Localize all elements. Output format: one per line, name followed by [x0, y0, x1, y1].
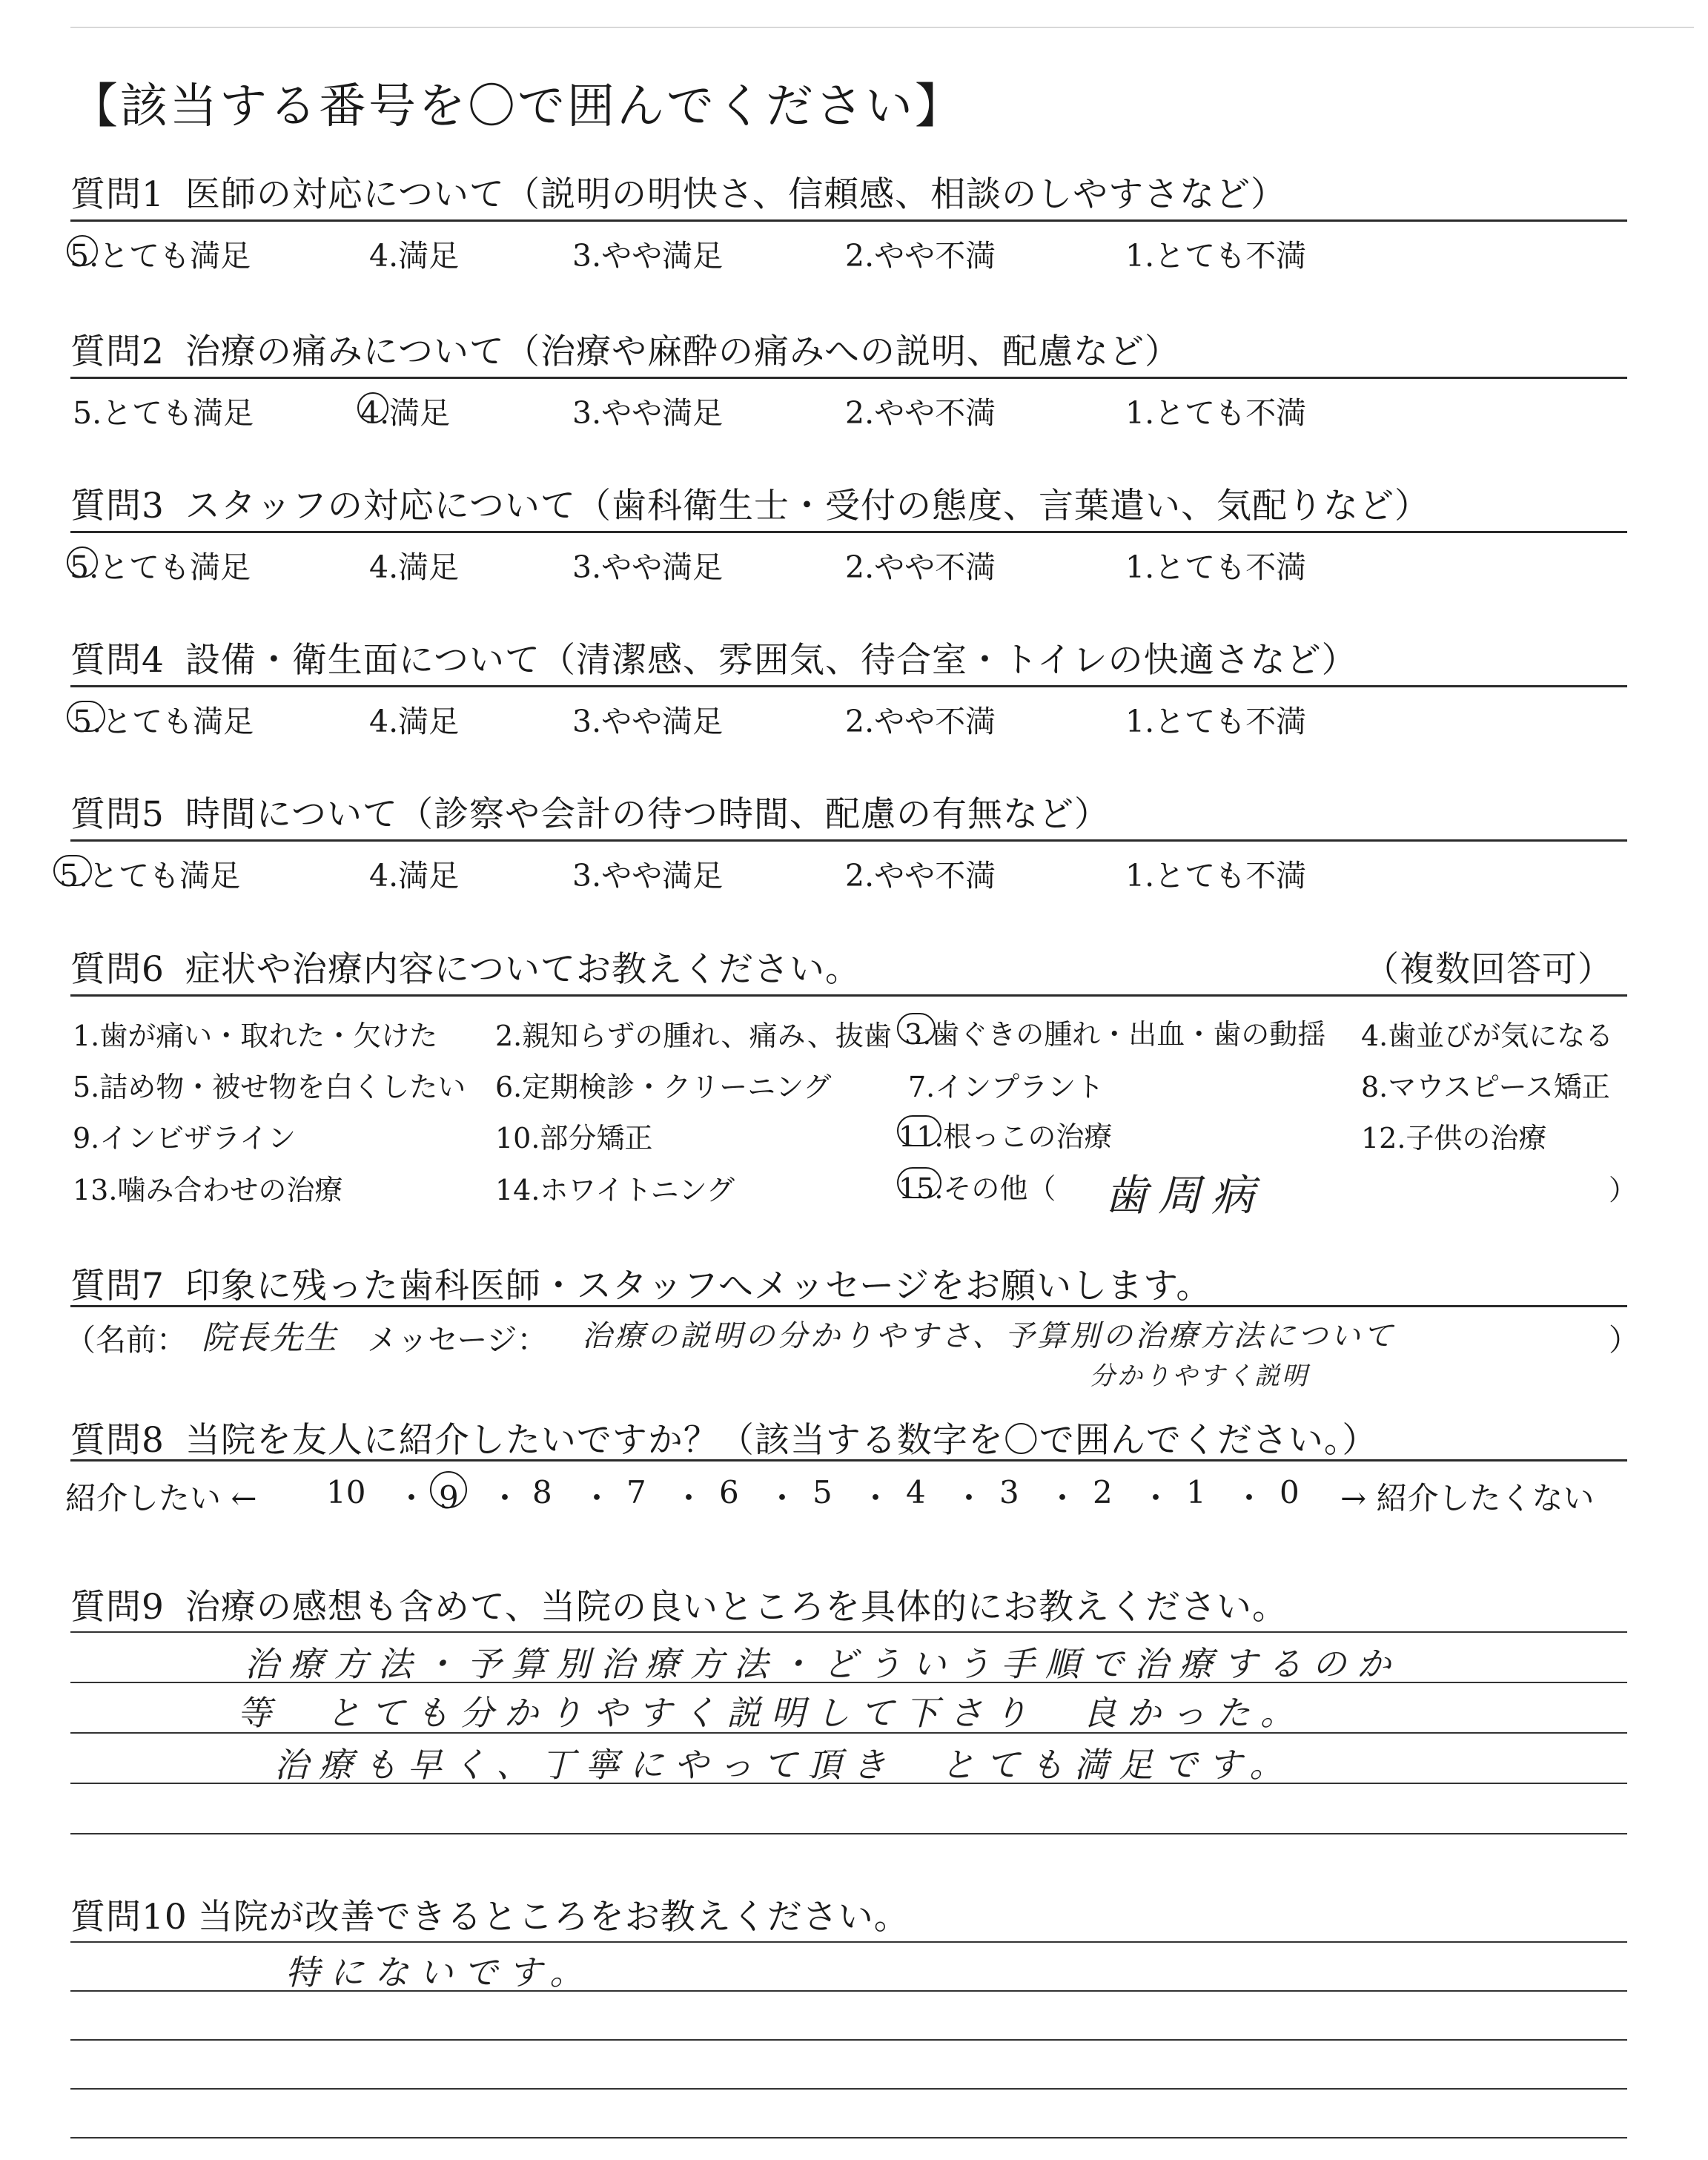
q4-rule — [70, 685, 1627, 687]
q6-number: 質問6 — [70, 949, 165, 990]
q6-option-6[interactable]: 6.定期検診・クリーニング — [495, 1071, 832, 1103]
q5-text: 時間について（診察や会計の待つ時間、配慮の有無など） — [185, 794, 1110, 835]
q6-other-close-paren: ） — [1609, 1174, 1638, 1206]
q8-dot: ・ — [953, 1480, 985, 1516]
q8-dot: ・ — [1234, 1480, 1265, 1516]
q7-message-value[interactable]: 治療の説明の分かりやすさ、予算別の治療方法について — [582, 1319, 1396, 1353]
q10-number: 質問10 — [70, 1897, 188, 1938]
q3-option-5[interactable]: 5.とても満足 — [67, 543, 251, 587]
q2-option-3[interactable]: 3.やや満足 — [572, 395, 724, 431]
q2-title — [70, 324, 1180, 374]
q8-scale-1[interactable]: 1 — [1186, 1474, 1206, 1510]
q8-text: 当院を友人に紹介したいですか？（該当する数字を〇で囲んでください。） — [185, 1420, 1378, 1461]
page-heading: 【該当する番号を〇で囲んでください】 — [70, 79, 964, 134]
q5-option-3[interactable]: 3.やや満足 — [572, 858, 724, 894]
q9-line-1 — [70, 1631, 1627, 1633]
q5-option-2[interactable]: 2.やや不満 — [845, 858, 996, 894]
q9-title — [70, 1579, 1288, 1629]
q3-option-3[interactable]: 3.やや満足 — [572, 549, 724, 585]
q7-close-paren: ） — [1609, 1322, 1639, 1358]
q6-option-15[interactable]: 15.その他（ — [897, 1166, 1056, 1206]
q9-answer-line-3[interactable]: 治療も早く、丁寧にやって頂き とても満足です。 — [274, 1745, 1294, 1785]
q3-rule — [70, 531, 1627, 533]
q1-title — [70, 167, 1286, 217]
q8-left-label: 紹介したい ← — [65, 1480, 257, 1516]
q10-answer-line-1[interactable]: 特にないです。 — [285, 1952, 595, 1992]
q9-text: 治療の感想も含めて、当院の良いところを具体的にお教えください。 — [185, 1587, 1288, 1628]
q8-scale-0[interactable]: 0 — [1280, 1474, 1300, 1510]
q3-text: スタッフの対応について（歯科衛生士・受付の態度、言葉遣い、気配りなど） — [185, 486, 1430, 526]
q10-text: 当院が改善できるところをお教えください。 — [197, 1897, 910, 1938]
q1-rule — [70, 219, 1627, 222]
q10-line-1 — [70, 1941, 1627, 1943]
q8-scale-4[interactable]: 4 — [906, 1474, 926, 1510]
q9-answer-line-2[interactable]: 等 とても分かりやすく説明して下さり 良かった。 — [237, 1693, 1305, 1733]
q6-option-5[interactable]: 5.詰め物・被せ物を白くしたい — [73, 1071, 466, 1103]
q7-text: 印象に残った歯科医師・スタッフへメッセージをお願いします。 — [185, 1266, 1212, 1307]
q6-option-10[interactable]: 10.部分矯正 — [495, 1122, 653, 1155]
q7-title — [70, 1258, 1211, 1308]
q5-option-4[interactable]: 4.満足 — [369, 858, 460, 894]
q8-dot: ・ — [1140, 1480, 1172, 1516]
q6-text: 症状や治療内容についてお教えください。 — [185, 949, 861, 990]
q6-option-4[interactable]: 4.歯並びが気になる — [1361, 1020, 1614, 1052]
q6-option-12[interactable]: 12.子供の治療 — [1361, 1122, 1547, 1155]
q10-line-5 — [70, 2137, 1627, 2138]
q7-number: 質問7 — [70, 1266, 165, 1307]
q2-rule — [70, 377, 1627, 379]
q1-option-5[interactable]: 5.とても満足 — [67, 231, 251, 275]
q6-option-13[interactable]: 13.噛み合わせの治療 — [73, 1174, 343, 1206]
q8-scale-8[interactable]: 8 — [532, 1474, 552, 1510]
q4-option-4[interactable]: 4.満足 — [369, 704, 460, 739]
q7-name-label: （名前： — [65, 1322, 187, 1358]
q6-multiple-note: （複数回答可） — [1364, 949, 1613, 990]
q9-answer-line-1[interactable]: 治療方法・予算別治療方法・どういう手順で治療するのか — [245, 1644, 1401, 1684]
q10-title — [70, 1889, 910, 1939]
q4-title — [70, 633, 1357, 682]
q6-option-14[interactable]: 14.ホワイトニング — [495, 1174, 735, 1206]
q5-title — [70, 787, 1110, 836]
q8-dot: ・ — [860, 1480, 892, 1516]
q8-dot: ・ — [396, 1480, 428, 1516]
q8-scale-7[interactable]: 7 — [626, 1474, 646, 1510]
q6-option-2[interactable]: 2.親知らずの腫れ、痛み、抜歯 — [495, 1020, 892, 1052]
q6-title — [70, 942, 861, 991]
q7-rule — [70, 1305, 1627, 1307]
q5-option-1[interactable]: 1.とても不満 — [1125, 858, 1307, 894]
q8-number: 質問8 — [70, 1420, 165, 1461]
q8-rule — [70, 1459, 1627, 1462]
q6-option-7[interactable]: 7.インプラント — [908, 1071, 1105, 1103]
q3-option-1[interactable]: 1.とても不満 — [1125, 549, 1307, 585]
q1-text: 医師の対応について（説明の明快さ、信頼感、相談のしやすさなど） — [185, 174, 1287, 215]
q9-line-5 — [70, 1833, 1627, 1834]
q8-scale-6[interactable]: 6 — [719, 1474, 739, 1510]
q8-title — [70, 1413, 1377, 1462]
q10-line-3 — [70, 2039, 1627, 2041]
q4-text: 設備・衛生面について（清潔感、雰囲気、待合室・トイレの快適さなど） — [185, 640, 1357, 681]
q8-dot: ・ — [489, 1480, 521, 1516]
q4-option-3[interactable]: 3.やや満足 — [572, 704, 724, 739]
q6-option-9[interactable]: 9.インビザライン — [73, 1122, 297, 1155]
q6-option-11[interactable]: 11.根っこの治療 — [897, 1114, 1112, 1155]
q2-text: 治療の痛みについて（治療や麻酔の痛みへの説明、配慮など） — [185, 331, 1181, 372]
q1-option-2[interactable]: 2.やや不満 — [845, 238, 996, 274]
q4-option-5[interactable]: 5.とても満足 — [67, 697, 254, 741]
q6-option-3[interactable]: 3.歯ぐきの腫れ・出血・歯の動揺 — [897, 1011, 1325, 1052]
q9-number: 質問9 — [70, 1587, 165, 1628]
q8-scale-10[interactable]: 10 — [326, 1474, 366, 1510]
q4-option-1[interactable]: 1.とても不満 — [1125, 704, 1307, 739]
q8-right-label: → 紹介したくない — [1340, 1480, 1595, 1516]
q4-option-2[interactable]: 2.やや不満 — [845, 704, 996, 739]
q6-option-1[interactable]: 1.歯が痛い・取れた・欠けた — [73, 1020, 438, 1052]
q6-other-handwritten[interactable]: 歯周病 — [1105, 1170, 1265, 1221]
q8-scale-3[interactable]: 3 — [999, 1474, 1019, 1510]
q8-dot: ・ — [581, 1480, 613, 1516]
q5-option-5[interactable]: 5.とても満足 — [53, 851, 240, 895]
q1-option-4[interactable]: 4.満足 — [369, 238, 460, 274]
q1-number: 質問1 — [70, 174, 165, 215]
q5-number: 質問5 — [70, 794, 165, 835]
q7-message-label: メッセージ： — [367, 1322, 548, 1358]
q8-scale-9[interactable]: 9 — [430, 1471, 459, 1516]
q2-option-5[interactable]: 5.とても満足 — [73, 395, 254, 431]
q2-option-2[interactable]: 2.やや不満 — [845, 395, 996, 431]
q1-option-3[interactable]: 3.やや満足 — [572, 238, 724, 274]
page-top-border — [70, 27, 1694, 28]
q8-dot: ・ — [673, 1480, 705, 1516]
q8-dot: ・ — [1047, 1480, 1079, 1516]
q2-number: 質問2 — [70, 331, 165, 372]
q8-scale-5[interactable]: 5 — [812, 1474, 833, 1510]
q7-message-value-2[interactable]: 分かりやすく説明 — [1090, 1361, 1309, 1391]
q3-title — [70, 478, 1430, 528]
q7-name-value[interactable]: 院長先生 — [202, 1319, 338, 1357]
q4-number: 質問4 — [70, 640, 165, 681]
q5-rule — [70, 839, 1627, 842]
q2-option-4[interactable]: 4.満足 — [357, 389, 450, 432]
q6-rule — [70, 994, 1627, 997]
q8-dot: ・ — [767, 1480, 798, 1516]
q3-option-2[interactable]: 2.やや不満 — [845, 549, 996, 585]
q3-option-4[interactable]: 4.満足 — [369, 549, 460, 585]
q3-number: 質問3 — [70, 486, 165, 526]
q10-line-4 — [70, 2088, 1627, 2090]
q8-scale-2[interactable]: 2 — [1093, 1474, 1113, 1510]
q6-option-8[interactable]: 8.マウスピース矯正 — [1361, 1071, 1610, 1103]
q1-option-1[interactable]: 1.とても不満 — [1125, 238, 1307, 274]
q2-option-1[interactable]: 1.とても不満 — [1125, 395, 1307, 431]
